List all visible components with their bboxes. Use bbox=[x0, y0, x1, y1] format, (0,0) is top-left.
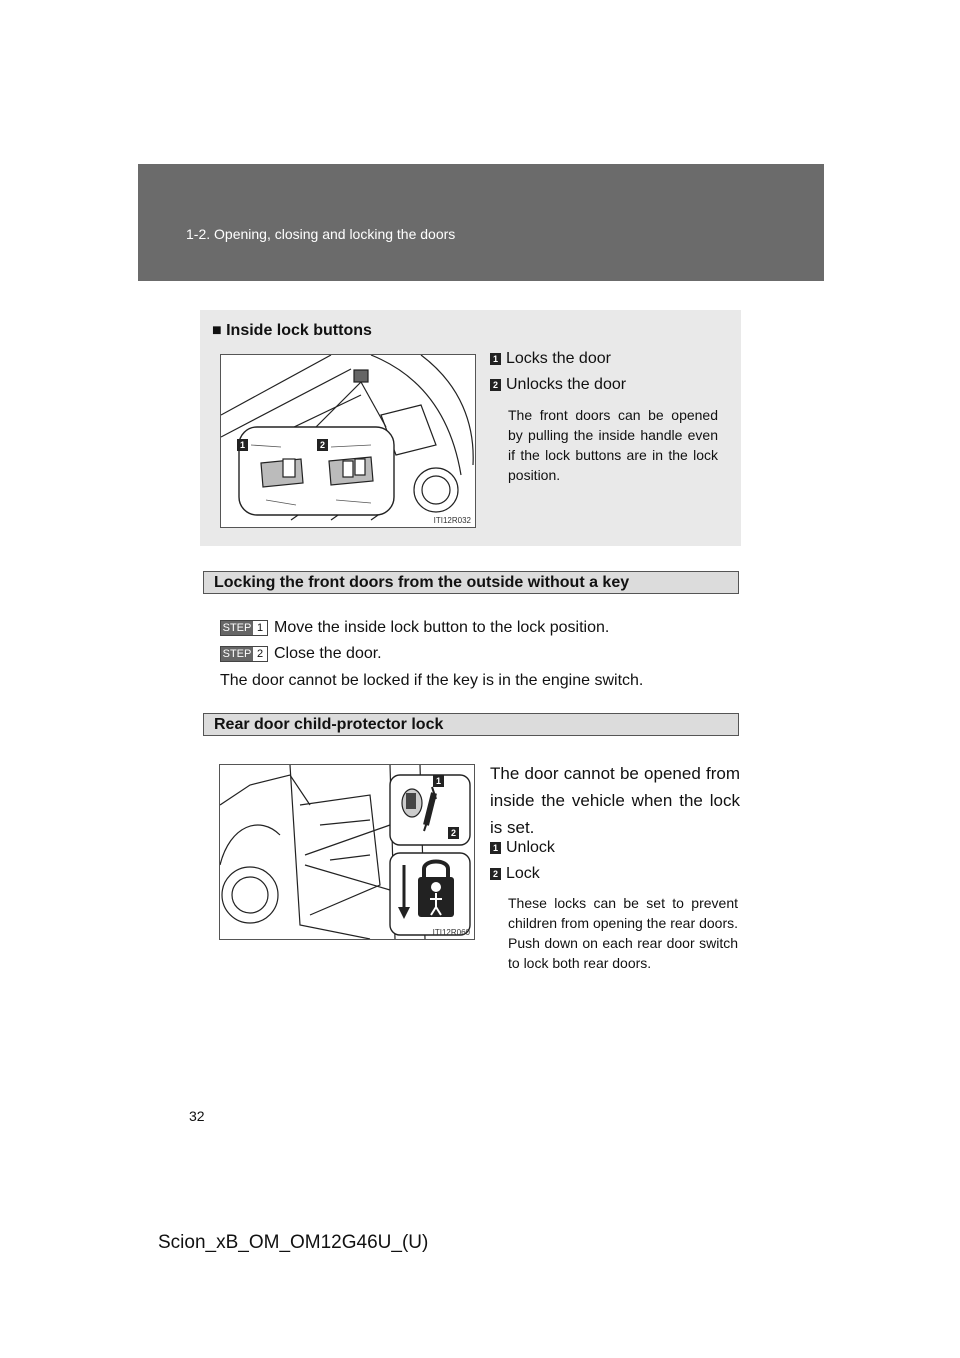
fig-callout-2: 2 bbox=[448, 827, 459, 839]
callout-unlock bbox=[490, 839, 555, 857]
inside-lock-note: The front doors can be opened by pulling the inside handle even if the lock buttons are in the lock position. bbox=[508, 407, 718, 483]
inside-lock-figure bbox=[220, 354, 476, 528]
page-number: 32 bbox=[189, 1108, 205, 1124]
callout-badge-1: 1 bbox=[490, 353, 501, 365]
callout-unlocks-text: Unlocks the door bbox=[506, 376, 627, 393]
figure-code: ITI12R032 bbox=[433, 516, 471, 525]
callout-badge-2: 2 bbox=[490, 379, 501, 391]
fig-callout-2: 2 bbox=[317, 439, 328, 451]
inside-lock-heading: ■ Inside lock buttons bbox=[212, 322, 372, 339]
door-trim-illustration bbox=[221, 355, 475, 527]
callout-locks bbox=[490, 350, 611, 368]
callout-lock bbox=[490, 865, 540, 883]
callout-badge-1: 1 bbox=[490, 842, 501, 854]
child-lock-note: These locks can be set to prevent children from opening the rear doors. Push down on each rear door switch to lock both rear doors. bbox=[508, 895, 738, 971]
figure-code: ITI12R060 bbox=[432, 928, 470, 937]
header-band bbox=[138, 164, 824, 281]
child-lock-figure bbox=[219, 764, 475, 940]
fig-callout-1: 1 bbox=[433, 775, 444, 787]
step-1-badge: STEP 1 bbox=[220, 620, 268, 636]
step-2 bbox=[220, 645, 382, 663]
callout-unlocks bbox=[490, 376, 626, 394]
child-lock-heading: Rear door child-protector lock bbox=[203, 713, 739, 736]
step-1 bbox=[220, 619, 609, 637]
step-2-text: Close the door. bbox=[274, 645, 382, 662]
fig-callout-1: 1 bbox=[237, 439, 248, 451]
callout-badge-2: 2 bbox=[490, 868, 501, 880]
rear-door-illustration bbox=[220, 765, 474, 939]
inside-lock-box bbox=[200, 310, 741, 546]
outside-lock-note: The door cannot be locked if the key is in the engine switch. bbox=[220, 672, 644, 689]
child-lock-description: The door cannot be opened from inside the vehicle when the lock is set. bbox=[490, 764, 740, 837]
document-id: Scion_xB_OM_OM12G46U_(U) bbox=[158, 1232, 429, 1253]
callout-unlock-text: Unlock bbox=[506, 839, 555, 856]
section-title: 1-2. Opening, closing and locking the doors bbox=[186, 226, 456, 242]
step-1-text: Move the inside lock button to the lock position. bbox=[274, 619, 610, 636]
step-2-badge: STEP 2 bbox=[220, 646, 268, 662]
callout-locks-text: Locks the door bbox=[506, 350, 611, 367]
outside-lock-heading: Locking the front doors from the outside without a key bbox=[203, 571, 739, 594]
callout-lock-text: Lock bbox=[506, 865, 540, 882]
